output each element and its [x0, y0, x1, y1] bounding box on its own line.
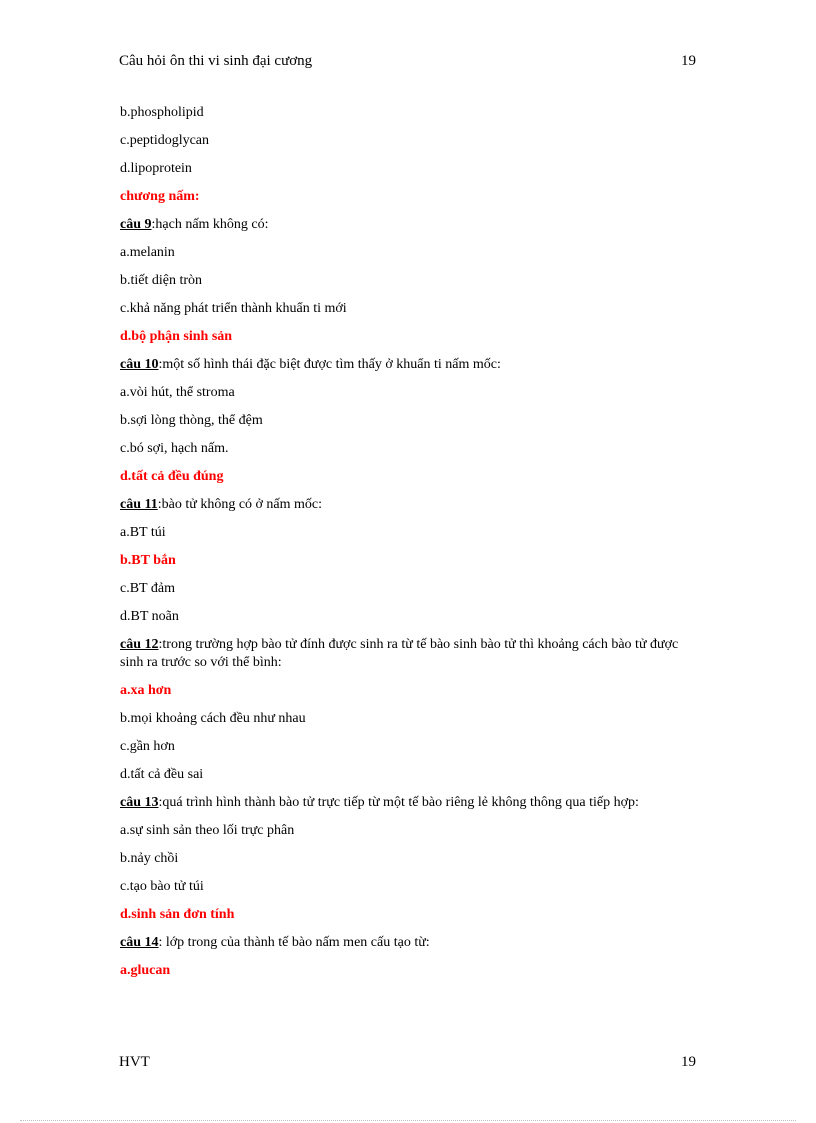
option-line [120, 384, 700, 402]
line-text: :một số hình thái đặc biệt được tìm thấy ở khuẩn ti nấm mốc: [158, 357, 501, 372]
option-line [120, 440, 700, 458]
option-line [120, 766, 700, 784]
option-line [120, 160, 700, 178]
question-line [120, 496, 700, 514]
line-text: c.peptidoglycan [120, 133, 210, 148]
answer-line [120, 188, 700, 206]
line-text: : lớp trong của thành tế bào nấm men cấu tạo từ: [158, 935, 430, 950]
option-line [120, 104, 700, 122]
line-text: :quá trình hình thành bào tử trực tiếp từ một tế bào riêng lẻ không thông qua tiếp hợp: [158, 795, 639, 810]
line-text: a.glucan [120, 963, 171, 978]
line-text: :hạch nấm không có: [151, 217, 269, 232]
line-text: :trong trường hợp bào tử đính được sinh ra từ tế bào sinh bào tử thì khoảng cách bào tử được sinh ra trước so với thể bình: [120, 637, 679, 670]
question-number: câu 14 [120, 935, 159, 950]
line-text: d.sinh sản đơn tính [120, 907, 235, 922]
header-page-number: 19 [681, 53, 696, 69]
answer-line [120, 468, 700, 486]
question-number: câu 9 [120, 217, 152, 232]
line-text: a.melanin [120, 245, 175, 260]
option-line [120, 412, 700, 430]
answer-line [120, 682, 700, 700]
header-title: Câu hỏi ôn thi vi sinh đại cương [119, 53, 313, 69]
option-line [120, 300, 700, 318]
page-footer [119, 1054, 696, 1071]
line-text: c.khả năng phát triển thành khuẩn ti mới [120, 301, 347, 316]
option-line [120, 738, 700, 756]
line-text: d.bộ phận sinh sản [120, 329, 233, 344]
line-text: c.gần hơn [120, 739, 175, 754]
line-text: :bào tử không có ở nấm mốc: [157, 497, 323, 512]
line-text: chương nấm: [120, 189, 200, 204]
question-line [120, 356, 700, 374]
option-line [120, 850, 700, 868]
option-line [120, 710, 700, 728]
answer-line [120, 328, 700, 346]
line-text: b.tiết diện tròn [120, 273, 203, 288]
line-text: d.tất cả đều sai [120, 767, 204, 782]
line-text: b.BT bắn [120, 553, 176, 568]
answer-line [120, 906, 700, 924]
page-bottom-rule [20, 1120, 796, 1121]
line-text: a.vòi hút, thể stroma [120, 385, 235, 400]
line-text: a.BT túi [120, 525, 166, 540]
line-text: b.sợi lòng thòng, thể đệm [120, 413, 263, 428]
line-text: c.bó sợi, hạch nấm. [120, 441, 229, 456]
answer-line [120, 962, 700, 980]
option-line [120, 580, 700, 598]
line-text: b.nảy chồi [120, 851, 179, 866]
line-text: b.mọi khoảng cách đều như nhau [120, 711, 306, 726]
question-number: câu 13 [120, 795, 159, 810]
option-line [120, 608, 700, 626]
line-text: d.tất cả đều đúng [120, 469, 224, 484]
line-text: c.tạo bào tử túi [120, 879, 204, 894]
line-text: b.phospholipid [120, 105, 204, 120]
line-text: c.BT đảm [120, 581, 175, 596]
question-line [120, 636, 700, 672]
line-text: a.xa hơn [120, 683, 172, 698]
option-line [120, 524, 700, 542]
option-line [120, 132, 700, 150]
question-line [120, 794, 700, 812]
question-number: câu 12 [120, 637, 159, 652]
question-line [120, 216, 700, 234]
option-line [120, 244, 700, 262]
answer-line [120, 552, 700, 570]
footer-page-number: 19 [681, 1054, 696, 1070]
question-number: câu 10 [120, 357, 159, 372]
page-header [119, 53, 696, 70]
document-body [120, 104, 700, 990]
line-text: d.BT noãn [120, 609, 179, 624]
line-text: d.lipoprotein [120, 161, 192, 176]
footer-author: HVT [119, 1054, 150, 1070]
option-line [120, 272, 700, 290]
question-number: câu 11 [120, 497, 158, 512]
line-text: a.sự sinh sản theo lối trực phân [120, 823, 295, 838]
option-line [120, 822, 700, 840]
question-line [120, 934, 700, 952]
option-line [120, 878, 700, 896]
